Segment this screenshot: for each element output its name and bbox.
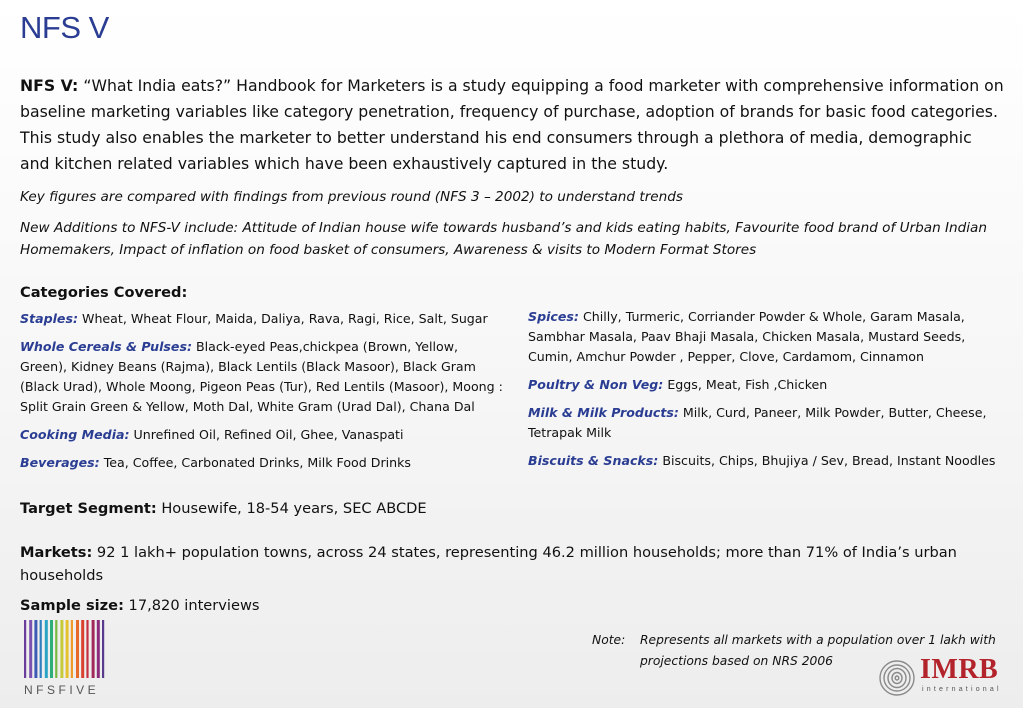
categories-heading: Categories Covered: <box>20 284 188 301</box>
categories-left-column <box>20 309 505 481</box>
markets-value: 92 1 lakh+ population towns, across 24 states, representing 46.2 million households; more than 71% of India’s urban households <box>20 544 957 584</box>
category-label: Whole Cereals & Pulses: <box>20 339 192 354</box>
category-label: Spices: <box>528 309 579 324</box>
intro-paragraph <box>20 73 1005 177</box>
category-item <box>528 375 998 395</box>
categories-right-column <box>528 307 998 479</box>
nfs-logo-text: NFSFIVE <box>24 683 100 697</box>
barcode-bar <box>97 620 100 678</box>
barcode-bar <box>50 620 53 678</box>
barcode-bar <box>34 620 37 678</box>
barcode-bar <box>81 620 84 678</box>
category-label: Poultry & Non Veg: <box>528 377 664 392</box>
target-segment-value: Housewife, 18-54 years, SEC ABCDE <box>156 500 427 517</box>
intro-label: NFS V: <box>20 76 79 95</box>
barcode-bar <box>40 620 42 678</box>
sample-size-value: 17,820 interviews <box>123 597 260 614</box>
category-items: Tea, Coffee, Carbonated Drinks, Milk Food Drinks <box>99 455 411 470</box>
barcode-bar <box>55 620 57 678</box>
category-label: Cooking Media: <box>20 427 130 442</box>
category-item <box>528 403 998 443</box>
barcode-bar <box>76 620 79 678</box>
category-item <box>20 453 505 473</box>
barcode-bar <box>66 620 69 678</box>
barcode-bar <box>60 620 63 678</box>
category-items: Eggs, Meat, Fish ,Chicken <box>663 377 828 392</box>
target-segment <box>20 497 1000 520</box>
category-item <box>528 307 998 367</box>
category-items: Wheat, Wheat Flour, Maida, Daliya, Rava, Ragi, Rice, Salt, Sugar <box>78 311 488 326</box>
footnote-label: Note: <box>592 633 626 647</box>
key-figures-note: Key figures are compared with findings from previous round (NFS 3 – 2002) to understand trends <box>20 189 683 205</box>
category-items: Milk, Curd, Paneer, Milk Powder, Butter, Cheese, Tetrapak Milk <box>528 405 987 440</box>
barcode-bar <box>45 620 48 678</box>
category-item <box>20 337 505 417</box>
page-title: NFS V <box>20 10 109 45</box>
markets <box>20 541 1000 587</box>
imrb-logo-text: IMRB <box>920 654 999 685</box>
new-additions-note: New Additions to NFS-V include: Attitude of Indian house wife towards husband’s and kids eating habits, Favourite food brand of Urban Indian Homemakers, Impact of inflation on food basket of consumers, Awareness & visits to Modern Format Stores <box>20 220 987 258</box>
intro-text: “What India eats?” Handbook for Marketers is a study equipping a food marketer with comprehensive information on baseline marketing variables like category penetration, frequency of purchase, adoption of brands for basic food categories. This study also enables the marketer to better understand his end consumers through a plethora of media, demographic and kitchen related variables which have been exhaustively captured in the study. <box>20 76 1004 173</box>
barcode-icon <box>22 620 108 680</box>
category-label: Beverages: <box>20 455 100 470</box>
category-item <box>528 451 998 471</box>
barcode-bar <box>24 620 26 678</box>
category-items: Chilly, Turmeric, Corriander Powder & Whole, Garam Masala, Sambhar Masala, Paav Bhaji Masala, Chicken Masala, Mustard Seeds, Cumin, Amchur Powder , Pepper, Clove, Cardamom, Cinnamon <box>528 309 966 364</box>
barcode-bar <box>29 620 32 678</box>
thumbprint-icon <box>878 658 916 696</box>
markets-label: Markets: <box>20 544 93 561</box>
barcode-bar <box>92 620 95 678</box>
imrb-logo-subtext: international <box>922 686 1002 693</box>
category-label: Milk & Milk Products: <box>528 405 679 420</box>
category-label: Biscuits & Snacks: <box>528 453 659 468</box>
imrb-logo <box>878 654 1013 700</box>
target-segment-label: Target Segment: <box>20 500 157 517</box>
category-item <box>20 309 505 329</box>
barcode-bar <box>102 620 104 678</box>
nfs-five-logo <box>18 620 113 700</box>
barcode-bar <box>71 620 73 678</box>
category-items: Biscuits, Chips, Bhujiya / Sev, Bread, Instant Noodles <box>658 453 996 468</box>
footnote-text: Represents all markets with a population over 1 lakh with projections based on NRS 2006 <box>640 633 996 668</box>
barcode-bar <box>86 620 88 678</box>
category-items: Unrefined Oil, Refined Oil, Ghee, Vanaspati <box>129 427 404 442</box>
category-label: Staples: <box>20 311 78 326</box>
category-item <box>20 425 505 445</box>
sample-size <box>20 594 1000 617</box>
sample-size-label: Sample size: <box>20 597 124 614</box>
category-items: Black-eyed Peas,chickpea (Brown, Yellow, Green), Kidney Beans (Rajma), Black Lentils (Black Masoor), Black Gram (Black Urad), Whole Moong, Pigeon Peas (Tur), Red Lentils (Masoor), Moong : Split Grain Green & Yellow, Moth Dal, White Gram (Urad Dal), Chana Dal <box>20 339 503 414</box>
